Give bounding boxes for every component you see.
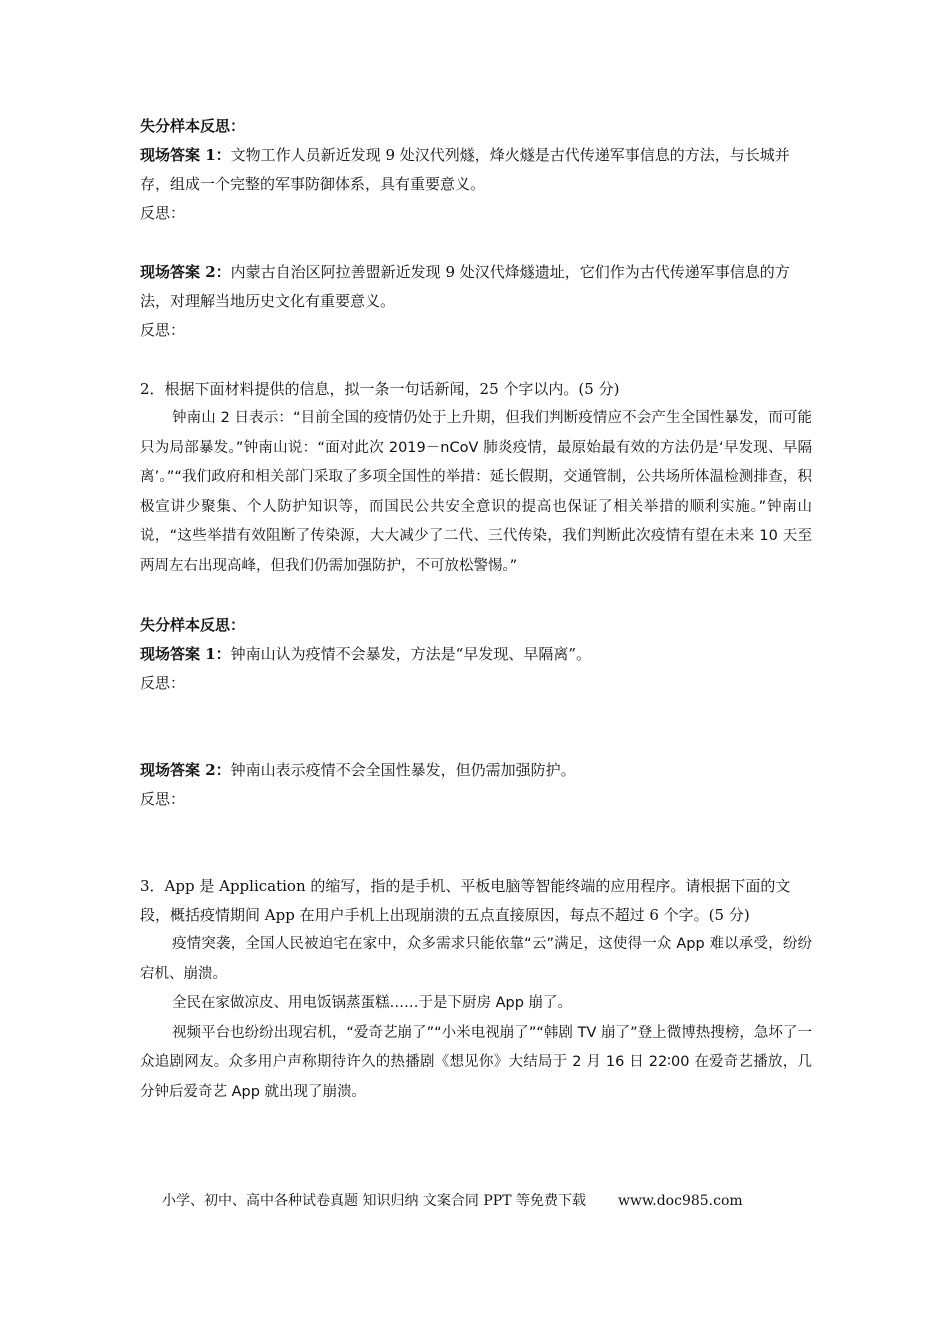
question-3-prompt: 3．App 是 Application 的缩写，指的是手机、平板电脑等智能终端的应用程序。请根据下面的文段，概括疫情期间 App 在用户手机上出现崩溃的五点直接原因，每点不超过 6 个字。(5 分)	[140, 877, 791, 924]
reflection-label: 反思：	[140, 790, 186, 808]
answer-label: 现场答案 2：	[140, 263, 231, 281]
question-2-material: 钟南山 2 日表示：“目前全国的疫情仍处于上升期，但我们判断疫情应不会产生全国性暴发，而可能只为局部暴发。”钟南山说：“面对此次 2019－nCoV 肺炎疫情，最原始最有效的方法仍是‘早发现、早隔离’。”“我们政府和相关部门采取了多项全国性的举措：延长假期，交通管制，公共场所体温检测排查，积极宣讲少聚集、个人防护知识等，而国民公共安全意识的提高也保证了相关举措的顺利实施。”钟南山说，“这些举措有效阻断了传染源，大大减少了二代、三代传染，我们判断此次疫情有望在未来 10 天至两周左右出现高峰，但我们仍需加强防护，不可放松警惕。”	[140, 410, 812, 574]
page-footer	[162, 1190, 743, 1210]
footer-url: www.doc985.com	[617, 1193, 743, 1209]
answer-label: 现场答案 2：	[140, 761, 231, 779]
reflection-label: 反思：	[140, 674, 186, 692]
section-heading: 失分样本反思：	[140, 117, 246, 135]
question-3-paragraph: 全民在家做凉皮、用电饭锅蒸蛋糕……于是下厨房 App 崩了。	[172, 995, 573, 1011]
section-heading: 失分样本反思：	[140, 616, 246, 634]
question-3-paragraph: 视频平台也纷纷出现宕机，“爱奇艺崩了”“小米电视崩了”“韩剧 TV 崩了”登上微博热搜榜，急坏了一众追剧网友。众多用户声称期待许久的热播剧《想见你》大结局于 2 月 16 日 22∶00 在爱奇艺播放，几分钟后爱奇艺 App 就出现了崩溃。	[140, 1024, 812, 1100]
question-2-prompt: 2．根据下面材料提供的信息，拟一条一句话新闻，25 个字以内。(5 分)	[140, 380, 620, 398]
answer-text: 钟南山认为疫情不会暴发，方法是“早发现、早隔离”。	[230, 645, 592, 663]
sample-answer-2	[140, 756, 812, 785]
footer-text: 小学、初中、高中各种试卷真题 知识归纳 文案合同 PPT 等免费下载	[162, 1193, 586, 1209]
document-body	[140, 112, 812, 1107]
reflection-label: 反思：	[140, 204, 186, 222]
answer-text: 钟南山表示疫情不会全国性暴发，但仍需加强防护。	[230, 761, 576, 779]
sample-answer-1	[140, 141, 812, 199]
question-3-paragraph: 疫情突袭，全国人民被迫宅在家中，众多需求只能依靠“云”满足，这使得一众 App 难以承受，纷纷宕机、崩溃。	[140, 936, 812, 982]
answer-label: 现场答案 1：	[140, 645, 231, 663]
answer-text: 文物工作人员新近发现 9 处汉代列燧，烽火燧是古代传递军事信息的方法，与长城并存，组成一个完整的军事防御体系，具有重要意义。	[140, 146, 790, 193]
answer-label: 现场答案 1：	[140, 146, 231, 164]
sample-answer-1	[140, 640, 812, 669]
sample-answer-2	[140, 258, 812, 316]
answer-text: 内蒙古自治区阿拉善盟新近发现 9 处汉代烽燧遗址，它们作为古代传递军事信息的方法，对理解当地历史文化有重要意义。	[140, 263, 790, 310]
reflection-label: 反思：	[140, 321, 186, 339]
